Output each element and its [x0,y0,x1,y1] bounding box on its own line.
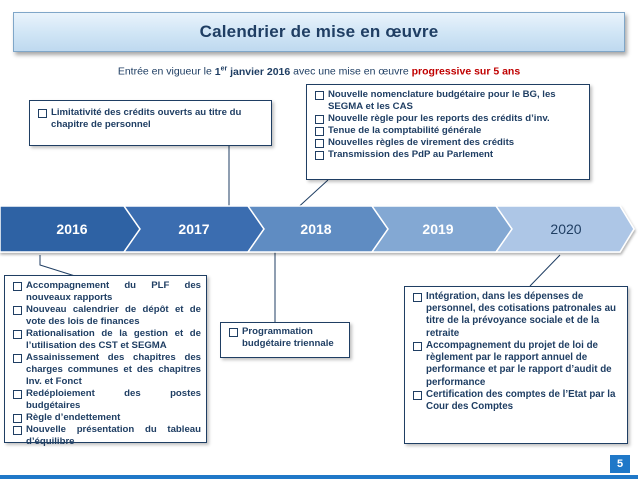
list-item: Règle d’endettement [10,412,201,424]
timeline-year-label: 2019 [422,221,454,237]
subtitle-highlight: progressive sur 5 ans [411,65,521,78]
footer-bar [0,475,638,479]
list-item: Nouvelle présentation du tableau d’équilibre [10,424,201,448]
list-item: Nouvelles règles de virement des crédits [312,137,584,149]
list-item: Nouvelle nomenclature budgétaire pour le BG, les SEGMA et les CAS [312,89,584,113]
list-item: Redéploiement des postes budgétaires [10,388,201,412]
timeline-year-label: 2016 [56,221,88,237]
subtitle-text: Entrée en vigueur le [117,65,215,78]
subtitle-date: janvier 2016 [227,65,291,78]
list-item: Accompagnement du PLF des nouveaux rapports [10,280,201,304]
subtitle-text-2: avec une mise en œuvre [290,65,412,78]
list-item: Assainissement des chapitres des charges communes et des chapitres Inv. et Fonct [10,352,201,388]
timeline [0,202,638,258]
callout-personnel [29,100,272,146]
list-item: Nouvelle règle pour les reports des crédits d’inv. [312,113,584,125]
list-item: Intégration, dans les dépenses de personnel, des cotisations patronales au titre de la prévoyance sociale et de la retraite [410,291,622,340]
timeline-year-label: 2017 [178,221,210,237]
connector-2020 [530,255,560,286]
list-item: Tenue de la comptabilité générale [312,125,584,137]
list-item: Nouveau calendrier de dépôt et de vote des lois de finances [10,304,201,328]
page-title: Calendrier de mise en œuvre [199,22,439,41]
callout-2018 [306,84,590,180]
list-item: Limitativité des crédits ouverts au titre du chapitre de personnel [35,107,266,131]
timeline-year-label: 2018 [300,221,332,237]
list-item: Accompagnement du projet de loi de règlement par le rapport annuel de performance et par le rapport d’audit de performance [410,340,622,389]
connector-2016 [40,255,75,276]
list-item: Certification des comptes de l’Etat par la Cour des Comptes [410,389,622,413]
subtitle-date-sup: er [220,65,228,72]
slide-number: 5 [610,455,630,473]
list-item: Transmission des PdP au Parlement [312,149,584,161]
timeline-year-label: 2020 [550,221,582,237]
callout-programmation [220,322,350,358]
callout-2020 [404,286,628,444]
list-item: Programmation budgétaire triennale [226,326,344,350]
subtitle-date-day: 1 [214,65,221,78]
list-item: Rationalisation de la gestion et de l’utilisation des CST et SEGMA [10,328,201,352]
callout-2016 [4,275,207,447]
